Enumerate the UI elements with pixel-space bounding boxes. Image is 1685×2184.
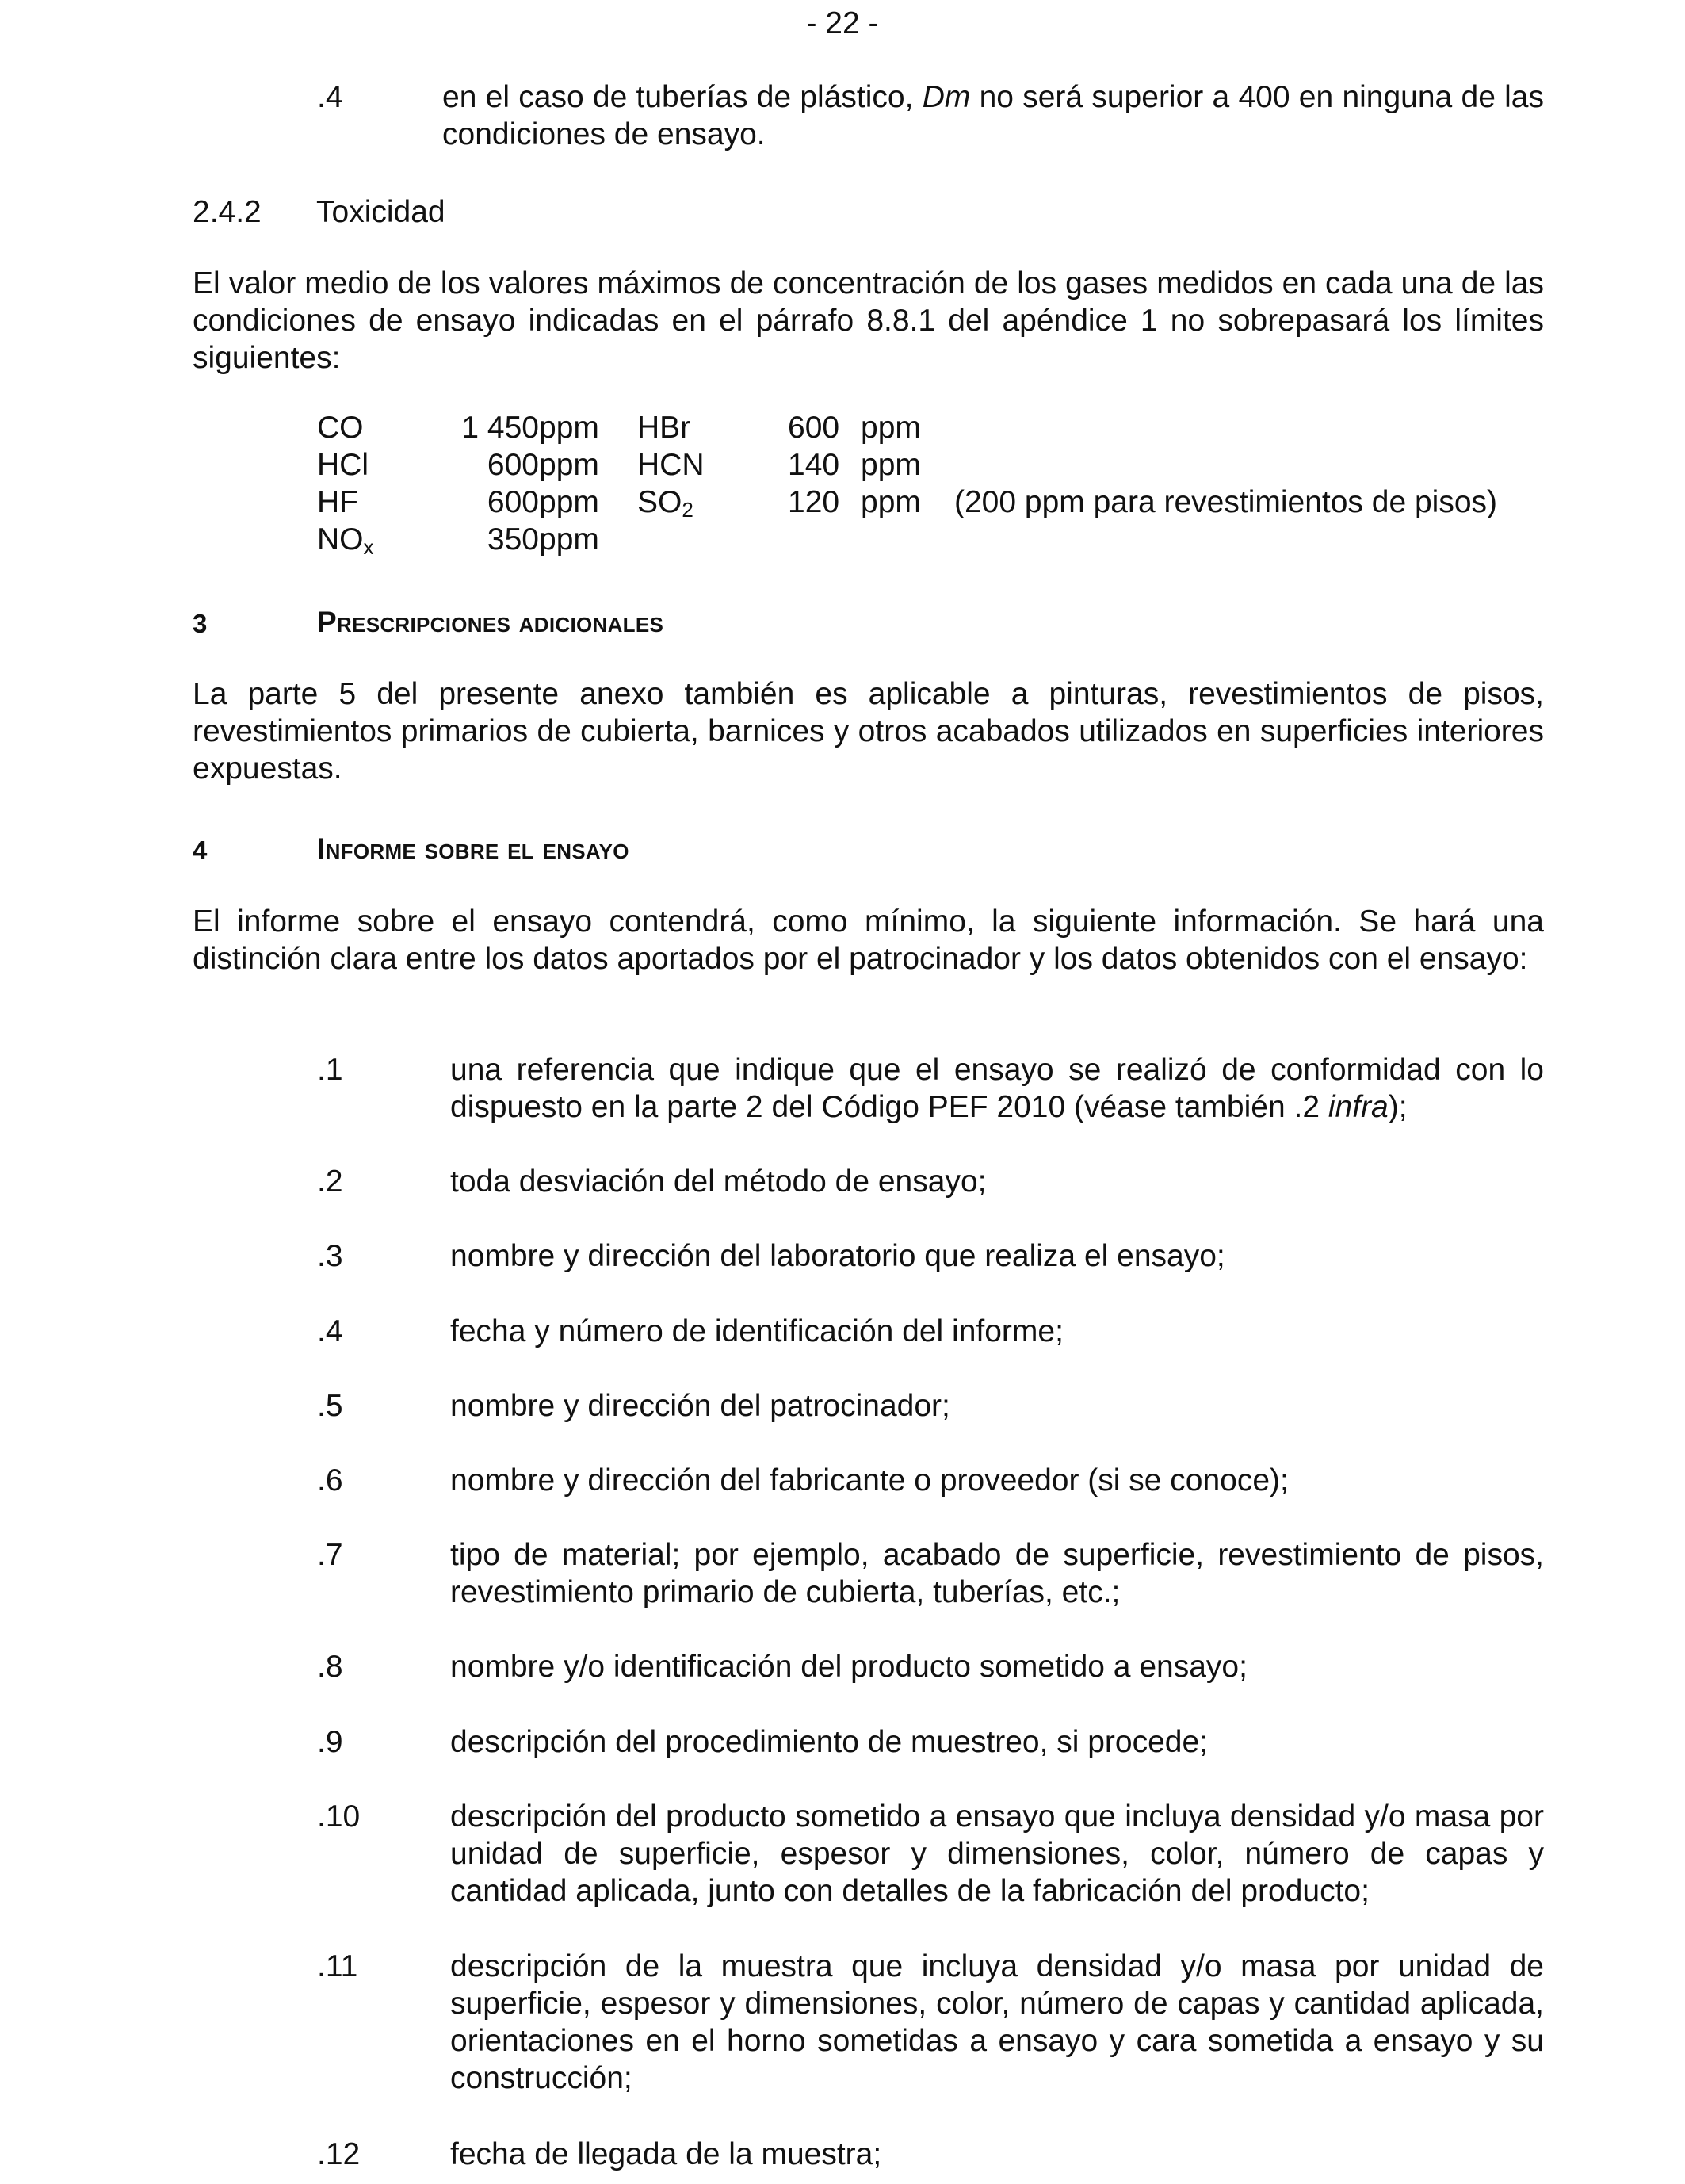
gas-note: [954, 446, 1497, 484]
gas-value: 600: [788, 411, 840, 445]
section-3-paragraph: La parte 5 del presente anexo también es aplicable a pinturas, revestimientos de pisos, revestimientos primarios de cubierta, barnices y otros acabados utilizados en superficies interiores expuestas.: [193, 677, 1544, 786]
list-item-text: toda desviación del método de ensayo;: [450, 1165, 987, 1199]
table-row: [317, 484, 1497, 521]
list-item-text: una referencia que indique que el ensayo se realizó de conformidad con lo dispuesto en la parte 2 del Código PEF 2010 (véase también .2 infra);: [450, 1053, 1544, 1124]
gas-unit: ppm: [539, 485, 599, 519]
gas-name: HCl: [317, 448, 369, 482]
table-row: [317, 409, 1497, 446]
list-item-number: .2: [317, 1165, 343, 1199]
page-number: - 22 -: [806, 6, 879, 40]
list-item-text: descripción del procedimiento de muestreo, si procede;: [450, 1725, 1209, 1759]
list-item-number: .12: [317, 2137, 361, 2171]
gas-unit: ppm: [539, 448, 599, 482]
list-item-number: .11: [317, 1949, 358, 1983]
section-4-paragraph: El informe sobre el ensayo contendrá, como mínimo, la siguiente información. Se hará una distinción clara entre los datos aportados por el patrocinador y los datos obtenidos con el ensayo:: [193, 905, 1544, 976]
dm-symbol: Dm: [922, 80, 971, 114]
list-item-number: .3: [317, 1239, 343, 1273]
toxicity-limits-table: [317, 409, 1497, 558]
gas-value: 140: [788, 448, 840, 482]
list-item-number: .9: [317, 1725, 343, 1759]
list-item-text: fecha y número de identificación del informe;: [450, 1314, 1064, 1348]
list-item-text: nombre y dirección del patrocinador;: [450, 1389, 950, 1423]
list-item-text: descripción del producto sometido a ensayo que incluya densidad y/o masa por unidad de superficie, espesor y dimensiones, color, número de capas y cantidad aplicada, junto con detalles de la fabricación del producto;: [450, 1800, 1544, 1908]
gas-unit: ppm: [539, 522, 599, 557]
list-item-number: .7: [317, 1538, 343, 1572]
gas-value: 350: [487, 522, 539, 557]
list-item-number: .10: [317, 1800, 361, 1834]
section-4-number: 4: [193, 836, 208, 865]
gas-name: CO: [317, 411, 364, 445]
section-2-4-2-title: Toxicidad: [316, 195, 445, 229]
section-2-4-2-number: 2.4.2: [193, 195, 262, 229]
gas-name: $SO_2$: [637, 485, 693, 522]
table-row: [317, 446, 1497, 484]
list-item-top-4: [317, 78, 1553, 158]
gas-value: 1 450: [461, 411, 539, 445]
list-item-text: fecha de llegada de la muestra;: [450, 2137, 882, 2171]
gas-unit: ppm: [861, 411, 921, 445]
list-item-text: nombre y dirección del laboratorio que realiza el ensayo;: [450, 1239, 1225, 1273]
list-item-text: nombre y/o identificación del producto sometido a ensayo;: [450, 1650, 1248, 1684]
gas-value: 600: [487, 448, 539, 482]
gas-name: HF: [317, 485, 358, 519]
list-item-number: .4: [317, 80, 343, 114]
gas-note: (200 ppm para revestimientos de pisos): [954, 485, 1497, 519]
list-item-text: en el caso de tuberías de plástico, Dm no será superior a 400 en ninguna de las condiciones de ensayo.: [442, 80, 1545, 151]
list-item-number: .8: [317, 1650, 343, 1684]
gas-value: 600: [487, 485, 539, 519]
gas-note: [954, 409, 1497, 446]
gas-unit: ppm: [861, 448, 921, 482]
list-item-text: descripción de la muestra que incluya densidad y/o masa por unidad de superficie, espesor y dimensiones, color, número de capas y cantidad aplicada, orientaciones en el horno sometidas a ensayo y cara sometida a ensayo y su construcción;: [450, 1949, 1544, 2095]
section-3-number: 3: [193, 609, 208, 638]
gas-name: HCN: [637, 448, 705, 482]
table-row: [317, 521, 1497, 558]
list-item-number: .5: [317, 1389, 343, 1423]
gas-value: 120: [788, 485, 840, 519]
list-item-text: nombre y dirección del fabricante o proveedor (si se conoce);: [450, 1463, 1289, 1497]
list-item-number: .6: [317, 1463, 343, 1497]
section-4-heading: Informe sobre el ensayo: [317, 832, 629, 865]
gas-name: $NO_x$: [317, 522, 374, 559]
section-3-heading: Prescripciones adicionales: [317, 606, 664, 638]
gas-unit: ppm: [539, 411, 599, 445]
list-item-number: .4: [317, 1314, 343, 1348]
list-item-text: tipo de material; por ejemplo, acabado de superficie, revestimiento de pisos, revestimiento primario de cubierta, tuberías, etc.;: [450, 1538, 1544, 1609]
toxicity-paragraph: El valor medio de los valores máximos de concentración de los gases medidos en cada una de las condiciones de ensayo indicadas en el párrafo 8.8.1 del apéndice 1 no sobrepasará los límites siguientes:: [193, 266, 1544, 375]
list-item-number: .1: [317, 1053, 343, 1087]
gas-name: HBr: [637, 411, 691, 445]
gas-unit: ppm: [861, 485, 921, 519]
